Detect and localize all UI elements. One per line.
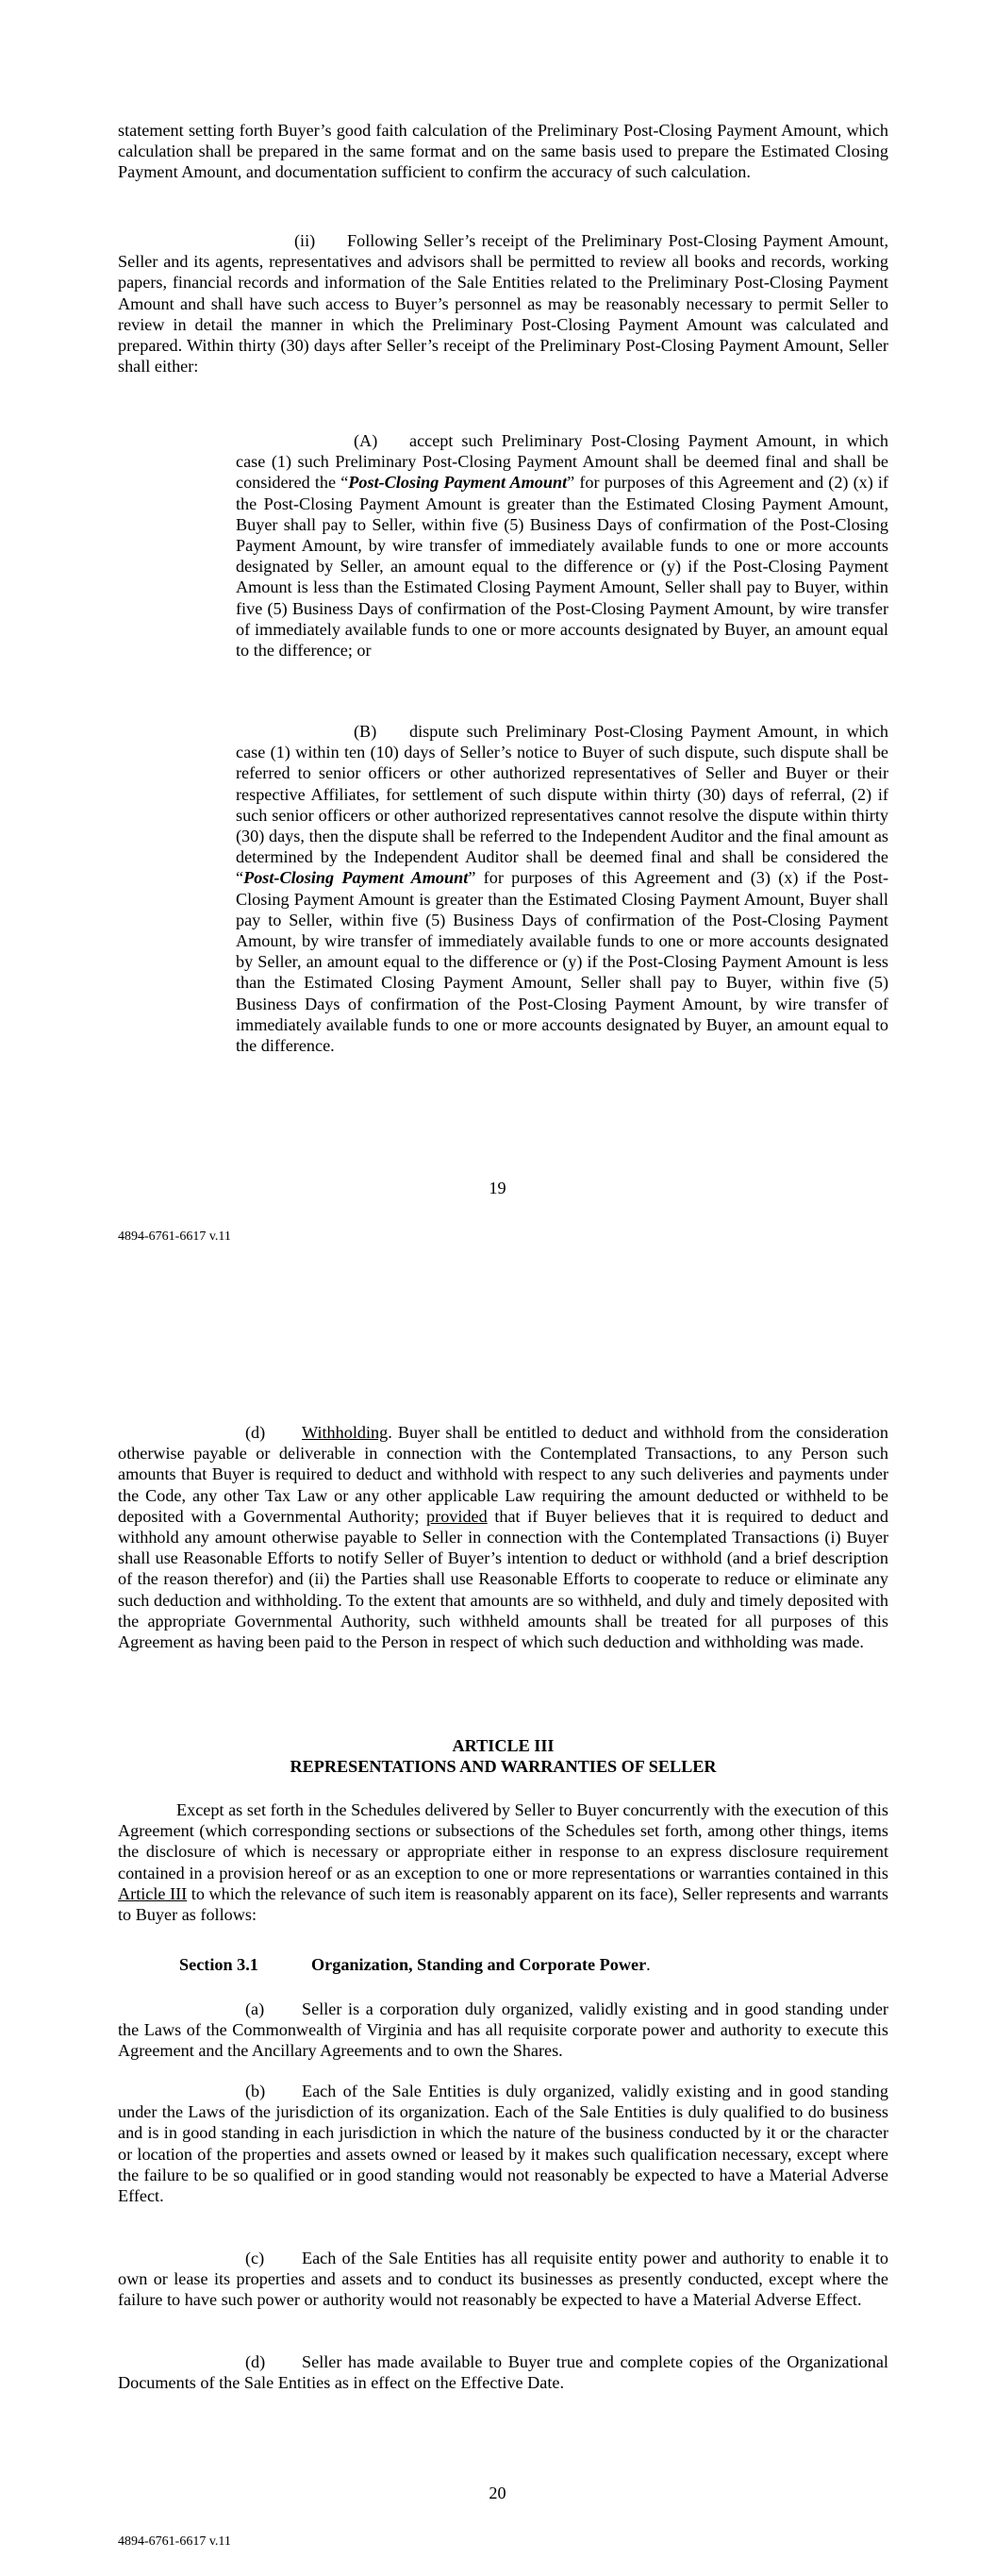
- subsection-d-label: (d): [245, 2352, 266, 2371]
- clause-A: [236, 430, 888, 661]
- subsection-d: [118, 2351, 888, 2393]
- subsection-c: [118, 2248, 888, 2311]
- article-intro: [118, 1799, 888, 1925]
- document-id: 4894-6761-6617 v.11: [118, 1229, 231, 1244]
- subsection-d-text: Seller has made available to Buyer true and complete copies of the Organizational Documents of the Sale Entities as in effect on the Effective Date.: [118, 2352, 888, 2393]
- subsection-b-text: Each of the Sale Entities is duly organized, validly existing and in good standing under the Laws of the jurisdiction of its organization. Each of the Sale Entities is duly qualified to do business and is in good standing in each jurisdiction in which the nature of the business conducted by it or the character or location of the properties and assets owned or leased by it makes such qualification necessary, except where the failure to be so qualified or in good standing would not reasonably be expected to have a Material Adverse Effect.: [118, 2082, 888, 2206]
- clause-B-label: (B): [354, 722, 377, 741]
- subsection-a: [118, 1999, 888, 2062]
- clause-d-text-2: that if Buyer believes that it is required to deduct and withhold any amount otherwise payable to Seller in connection with the Contemplated Transactions (i) Buyer shall use Reasonable Efforts to notify Seller of Buyer’s intention to deduct or withhold (and a brief description of the reason therefor) and (ii) the Parties shall use Reasonable Efforts to cooperate to reduce or eliminate any such deduction and withholding. To the extent that amounts are so withheld, and duly and timely deposited with the appropriate Governmental Authority, such withheld amounts shall be treated for all purposes of this Agreement as having been paid to the Person in respect of which such deduction and withholding was made.: [118, 1506, 888, 1652]
- subsection-b-label: (b): [245, 2082, 266, 2100]
- section-title: Organization, Standing and Corporate Power: [311, 1955, 647, 1974]
- withholding-heading: Withholding: [302, 1423, 389, 1442]
- subsection-c-label: (c): [245, 2249, 265, 2267]
- article-intro-text-1: Except as set forth in the Schedules delivered by Seller to Buyer concurrently with the execution of this Agreement (which corresponding sections or subsections of the Schedules set forth, among other things, items the disclosure of which is necessary or appropriate either in response to an express disclosure requirement contained in a provision hereof or as an exception to one or more representations or warranties contained in this: [118, 1800, 888, 1882]
- section-number: Section 3.1: [179, 1955, 258, 1974]
- subsection-b: [118, 2081, 888, 2206]
- section-heading: [179, 1954, 651, 1975]
- document-id: 4894-6761-6617 v.11: [118, 2534, 231, 2549]
- clause-ii-text: Following Seller’s receipt of the Preliminary Post-Closing Payment Amount, Seller and its agents, representatives and advisors shall be permitted to review all books and records, working papers, financial records and information of the Sale Entities related to the Preliminary Post-Closing Payment Amount and shall have such access to Buyer’s personnel as may be reasonably necessary to permit Seller to review in detail the manner in which the Preliminary Post-Closing Payment Amount was calculated and prepared. Within thirty (30) days after Seller’s receipt of the Preliminary Post-Closing Payment Amount, Seller shall either:: [118, 231, 888, 376]
- clause-ii-label: (ii): [294, 231, 316, 250]
- provided-term: provided: [426, 1506, 488, 1526]
- clause-B-text-2: ” for purposes of this Agreement and (3) (x) if the Post-Closing Payment Amount is greater than the Estimated Closing Payment Amount, Buyer shall pay to Seller, within five (5) Business Days of confirmation of the Post-Closing Payment Amount, by wire transfer of immediately available funds to one or more accounts designated by Seller, an amount equal to the difference or (y) if the Post-Closing Payment Amount is less than the Estimated Closing Payment Amount, Seller shall pay to Buyer, within five (5) Business Days of confirmation of the Post-Closing Payment Amount, by wire transfer of immediately available funds to one or more accounts designated by Buyer, an amount equal to the difference.: [236, 868, 889, 1056]
- clause-B: [236, 721, 888, 1056]
- clause-B-text-1: dispute such Preliminary Post-Closing Payment Amount, in which case (1) within ten (10) days of Seller’s notice to Buyer of such dispute, such dispute shall be referred to senior officers or other authorized representatives of Seller and Buyer or their respective Affiliates, for settlement of such dispute within thirty (30) days of referral, (2) if such senior officers or other authorized representatives cannot resolve the dispute within thirty (30) days, then the dispute shall be referred to the Independent Auditor and the final amount as determined by the Independent Auditor shall be deemed final and shall be considered the “: [236, 722, 888, 888]
- article-title: ARTICLE III: [452, 1736, 555, 1755]
- clause-d-label: (d): [245, 1423, 266, 1442]
- subsection-a-label: (a): [245, 1999, 265, 2018]
- clause-A-text-1: accept such Preliminary Post-Closing Payment Amount, in which case (1) such Preliminary Post-Closing Payment Amount shall be deemed final and shall be considered the “: [236, 431, 888, 493]
- defined-term-post-closing-payment-amount-2: Post-Closing Payment Amount: [243, 868, 469, 888]
- paragraph-continuation-text: statement setting forth Buyer’s good faith calculation of the Preliminary Post-Closing Payment Amount, which calculation shall be prepared in the same format and on the same basis used to prepare the Estimated Closing Payment Amount, and documentation sufficient to confirm the accuracy of such calculation.: [118, 121, 888, 182]
- clause-d-withholding: [118, 1422, 888, 1652]
- paragraph-continuation: [118, 120, 888, 183]
- clause-A-label: (A): [354, 431, 378, 450]
- page-20: [0, 1288, 995, 2576]
- section-title-period: .: [646, 1955, 651, 1974]
- subsection-c-text: Each of the Sale Entities has all requisite entity power and authority to enable it to own or lease its properties and assets and to conduct its businesses as presently conducted, except where the failure to have such power or authority would not reasonably be expected to have a Material Adverse Effect.: [118, 2249, 888, 2310]
- article-intro-text-2: to which the relevance of such item is reasonably apparent on its face), Seller represents and warrants to Buyer as follows:: [118, 1883, 888, 1925]
- article-iii-reference: Article III: [118, 1883, 188, 1903]
- clause-ii: [118, 230, 888, 376]
- article-subtitle: REPRESENTATIONS AND WARRANTIES OF SELLER: [290, 1757, 717, 1776]
- page-number: 19: [489, 1179, 506, 1197]
- clause-d-text-1: . Buyer shall be entitled to deduct and withhold from the consideration otherwise payable or deliverable in connection with the Contemplated Transactions, to any Person such amounts that Buyer is required to deduct and withhold with respect to any such deliveries and payments under the Code, any other Tax Law or any other applicable Law requiring the amount deducted or withheld to be deposited with a Governmental Authority;: [118, 1423, 888, 1526]
- page-number: 20: [489, 2484, 506, 2502]
- clause-A-text-2: ” for purposes of this Agreement and (2) (x) if the Post-Closing Payment Amount is greater than the Estimated Closing Payment Amount, Buyer shall pay to Seller, within five (5) Business Days of confirmation of the Post-Closing Payment Amount, by wire transfer of immediately available funds to one or more accounts designated by Seller, an amount equal to the difference or (y) if the Post-Closing Payment Amount is less than the Estimated Closing Payment Amount, Seller shall pay to Buyer, within five (5) Business Days of confirmation of the Post-Closing Payment Amount, by wire transfer of immediately available funds to one or more accounts designated by Buyer, an amount equal to the difference; or: [236, 473, 888, 661]
- subsection-a-text: Seller is a corporation duly organized, validly existing and in good standing under the Laws of the Commonwealth of Virginia and has all requisite corporate power and authority to execute this Agreement and the Ancillary Agreements and to own the Shares.: [118, 1999, 888, 2061]
- defined-term-post-closing-payment-amount: Post-Closing Payment Amount: [348, 473, 568, 493]
